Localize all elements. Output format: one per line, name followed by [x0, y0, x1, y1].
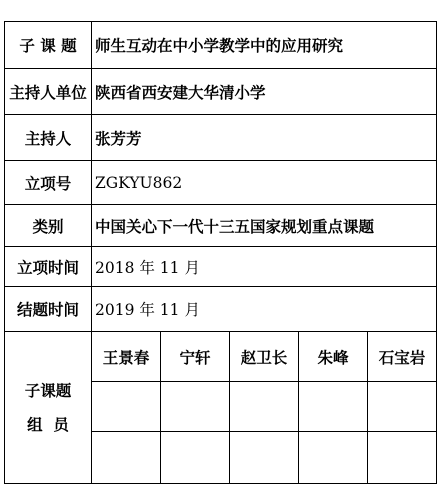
- blank-cell: [161, 432, 230, 484]
- row-host: [5, 115, 437, 161]
- approval-date-value: 2018 年 11 月: [92, 247, 437, 287]
- member-name: 朱峰: [299, 332, 368, 382]
- row-completion-date: [5, 287, 437, 332]
- approval-date-label: 立项时间: [5, 247, 92, 287]
- completion-date-label: 结题时间: [5, 287, 92, 332]
- subproject-label: 子 课 题: [5, 22, 92, 69]
- blank-cell: [299, 382, 368, 432]
- subproject-value: 师生互动在中小学教学中的应用研究: [92, 22, 437, 69]
- project-number-label: 立项号: [5, 161, 92, 205]
- host-value: 张芳芳: [92, 115, 437, 161]
- member-name: 石宝岩: [368, 332, 437, 382]
- blank-cell: [92, 432, 161, 484]
- blank-cell: [230, 432, 299, 484]
- category-value: 中国关心下一代十三五国家规划重点课题: [92, 205, 437, 247]
- member-name: 王景春: [92, 332, 161, 382]
- row-host-unit: [5, 69, 437, 115]
- member-name: 宁轩: [161, 332, 230, 382]
- row-category: [5, 205, 437, 247]
- row-subproject: [5, 22, 437, 69]
- members-label-line1: 子课题: [24, 381, 72, 400]
- members-label: [5, 332, 92, 484]
- host-label: 主持人: [5, 115, 92, 161]
- blank-cell: [161, 382, 230, 432]
- blank-cell: [368, 432, 437, 484]
- row-members-header: [5, 332, 437, 382]
- members-label-line2: 组 员: [27, 415, 69, 434]
- row-project-number: [5, 161, 437, 205]
- blank-cell: [92, 382, 161, 432]
- host-unit-value: 陕西省西安建大华清小学: [92, 69, 437, 115]
- member-name: 赵卫长: [230, 332, 299, 382]
- row-approval-date: [5, 247, 437, 287]
- host-unit-label: 主持人单位: [5, 69, 92, 115]
- category-label: 类别: [5, 205, 92, 247]
- project-info-table: [4, 21, 437, 484]
- blank-cell: [230, 382, 299, 432]
- blank-cell: [299, 432, 368, 484]
- blank-cell: [368, 382, 437, 432]
- project-number-value: ZGKYU862: [92, 161, 437, 205]
- completion-date-value: 2019 年 11 月: [92, 287, 437, 332]
